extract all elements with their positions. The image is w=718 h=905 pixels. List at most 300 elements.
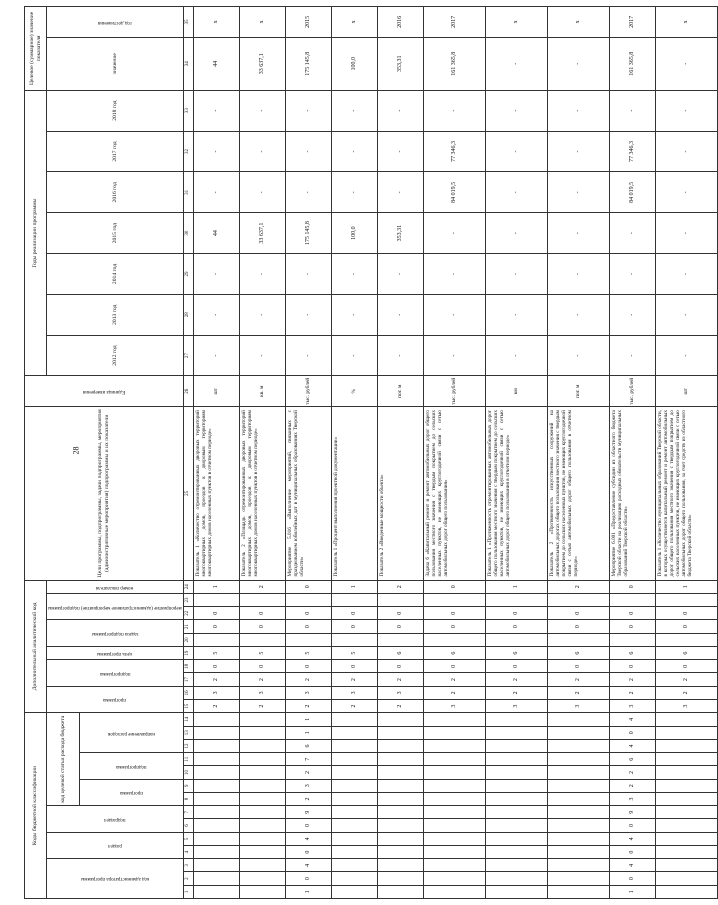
budget-code-cell: 3 [609, 792, 655, 805]
budget-code-cell: 2 [285, 792, 331, 805]
budget-code-cell: 4 [609, 713, 655, 726]
budget-code-cell [655, 819, 717, 832]
extra-code-cell: 0 [331, 607, 377, 620]
column-number: 5 [183, 832, 193, 845]
year-value-cell: 77 346,3 [609, 131, 655, 172]
column-number: 25 [183, 407, 193, 580]
budget-code-cell [547, 726, 609, 739]
extra-code-cell: 2 [547, 580, 609, 593]
budget-code-cell [423, 766, 485, 779]
column-number: 17 [183, 673, 193, 686]
table-row [285, 7, 331, 899]
extra-code-cell: 0 [193, 607, 239, 620]
column-number: 33 [183, 90, 193, 131]
budget-code-cell [239, 726, 285, 739]
budget-code-cell [485, 819, 547, 832]
budget-code-cell: 2 [285, 766, 331, 779]
column-number: 4 [183, 845, 193, 858]
extra-code-cell: 2 [609, 686, 655, 699]
column-number: 31 [183, 172, 193, 213]
column-number: 23 [183, 593, 193, 606]
budget-code-cell [239, 779, 285, 792]
year-value-cell: - [547, 254, 609, 295]
budget-code-cell [655, 806, 717, 819]
budget-code-cell: 0 [609, 872, 655, 885]
year-value-cell: - [609, 335, 655, 376]
goal-text-cell: Показатель 2 «Протяженность искусственных сооружений на автомобильных дорогах общего пользования местного значения с твердым покрытием до сельских населенных пунктов, не имеющих круглогодичной связи с сетью автомобильных дорог общего пользования в отчетном периоде» [547, 407, 609, 580]
extra-code-cell: 0 [285, 580, 331, 593]
year-value-cell: - [377, 335, 423, 376]
budget-code-cell [331, 726, 377, 739]
column-number: 27 [183, 335, 193, 376]
budget-code-cell [485, 806, 547, 819]
budget-code-cell [655, 792, 717, 805]
extra-code-cell: 0 [239, 660, 285, 673]
budget-code-cell [655, 859, 717, 872]
column-number: 29 [183, 254, 193, 295]
extra-code-cell: 3 [377, 686, 423, 699]
budget-code-cell: 4 [285, 832, 331, 845]
extra-code-cell: 2 [423, 686, 485, 699]
goal-text-cell: Показатель 1 «Процент выполнения проектной документации» [331, 407, 377, 580]
extra-activity-header: мероприятие (административное мероприятие) подпрограммы [47, 593, 184, 620]
budget-code-cell [377, 832, 423, 845]
budget-code-cell [485, 832, 547, 845]
extra-code-cell: 6 [547, 646, 609, 659]
year-value-cell: - [331, 294, 377, 335]
extra-code-cell: 0 [609, 607, 655, 620]
extra-code-cell [331, 633, 377, 646]
target-year-cell: х [193, 7, 239, 38]
budget-code-cell [547, 845, 609, 858]
year-value-cell: - [285, 172, 331, 213]
budget-code-cell [485, 713, 547, 726]
budget-code-cell [377, 792, 423, 805]
budget-code-cell [193, 726, 239, 739]
extra-code-cell: 2 [547, 673, 609, 686]
budget-code-cell [193, 713, 239, 726]
year-value-cell: - [377, 172, 423, 213]
extra-code-cell: 3 [609, 700, 655, 713]
extra-code-cell: 6 [377, 646, 423, 659]
budget-code-cell [485, 779, 547, 792]
column-number: 22 [183, 607, 193, 620]
budget-code-cell: 6 [285, 739, 331, 752]
extra-code-cell: 0 [423, 607, 485, 620]
extra-code-cell: 0 [485, 607, 547, 620]
year-value-cell: - [377, 90, 423, 131]
budget-code-cell [655, 885, 717, 898]
extra-code-cell: 3 [285, 686, 331, 699]
column-number: 12 [183, 739, 193, 752]
extra-code-cell: 0 [423, 580, 485, 593]
budget-code-cell [331, 779, 377, 792]
extra-code-cell: 5 [193, 646, 239, 659]
budget-code-cell [547, 792, 609, 805]
budget-code-cell [655, 739, 717, 752]
unit-cell: пог. м [547, 376, 609, 407]
extra-code-cell: 2 [609, 673, 655, 686]
extra-code-cell [655, 633, 717, 646]
budget-code-cell [423, 713, 485, 726]
budget-code-cell [423, 726, 485, 739]
budget-code-cell [331, 859, 377, 872]
extra-code-cell: 0 [331, 660, 377, 673]
budget-code-cell [547, 739, 609, 752]
budget-code-cell [331, 885, 377, 898]
budget-code-cell [423, 779, 485, 792]
budget-code-cell [655, 713, 717, 726]
goal-text-cell: Показатель 1 «Протяженность отремонтированных автомобильных дорог общего пользования местного значения с твердым покрытием до сельских населенных пунктов, не имеющих круглогодичной связи с сетью автомобильных дорог общего пользования в отчетном периоде» [485, 407, 547, 580]
budget-code-cell [239, 832, 285, 845]
goal-text-cell: Мероприятие 5.016 «Выполнение мероприятий, связанных с празднованием юбилейных дат в муниципальных образованиях Тверской области» [285, 407, 331, 580]
year-value-cell: 44 [193, 213, 239, 254]
extra-code-cell [239, 593, 285, 606]
budget-code-cell [193, 819, 239, 832]
budget-code-cell [655, 766, 717, 779]
extra-code-cell: 2 [331, 700, 377, 713]
budget-code-cell [193, 806, 239, 819]
budget-code-cell: 4 [609, 832, 655, 845]
budget-code-cell [193, 832, 239, 845]
extra-code-cell: 0 [377, 607, 423, 620]
extra-code-cell [547, 633, 609, 646]
goal-text-cell: Показатель 1 «Количество отремонтированных дворовых территорий многоквартирных домов, проездов к дворовым территориям многоквартирных домов населенных пунктов в отчетном периоде» [193, 407, 239, 580]
target-value-cell: - [547, 37, 609, 90]
year-value-cell: - [485, 213, 547, 254]
budget-code-cell [193, 872, 239, 885]
year-value-cell: - [655, 335, 717, 376]
unit-cell: шт [193, 376, 239, 407]
budget-code-cell [423, 859, 485, 872]
year-value-cell: - [193, 172, 239, 213]
column-number: 24 [183, 580, 193, 593]
extra-code-cell [377, 593, 423, 606]
extra-code-cell [193, 633, 239, 646]
budget-code-cell [377, 713, 423, 726]
budget-code-cell [331, 766, 377, 779]
extra-code-cell [423, 633, 485, 646]
extra-code-cell [285, 633, 331, 646]
column-number: 21 [183, 620, 193, 633]
budget-code-cell [423, 872, 485, 885]
year-header-2013: 2013 год [47, 294, 184, 335]
year-value-cell: - [239, 131, 285, 172]
budget-code-cell [547, 885, 609, 898]
extra-code-cell: 0 [377, 620, 423, 633]
extra-code-cell: 2 [377, 673, 423, 686]
target-year-cell: х [547, 7, 609, 38]
year-value-cell: - [655, 90, 717, 131]
budget-code-cell [239, 739, 285, 752]
budget-code-cell: 4 [285, 859, 331, 872]
target-value-cell: 161 365,8 [423, 37, 485, 90]
extra-code-cell: 2 [485, 673, 547, 686]
program-code-header: программа [79, 779, 183, 806]
column-number: 2 [183, 872, 193, 885]
extra-code-cell: 6 [609, 646, 655, 659]
year-value-cell: - [485, 90, 547, 131]
extra-code-cell: 0 [655, 607, 717, 620]
extra-code-cell: 1 [331, 580, 377, 593]
year-value-cell: - [609, 254, 655, 295]
year-header-2012: 2012 год [47, 335, 184, 376]
extra-code-cell: 0 [285, 660, 331, 673]
year-value-cell: - [485, 335, 547, 376]
year-value-cell: - [655, 294, 717, 335]
budget-code-cell [239, 859, 285, 872]
budget-code-cell [331, 713, 377, 726]
extra-program-header: программа [47, 686, 184, 713]
target-year-cell: х [485, 7, 547, 38]
extra-code-cell: 1 [485, 580, 547, 593]
budget-code-cell: 7 [285, 753, 331, 766]
year-value-cell: - [239, 254, 285, 295]
year-value-cell: - [609, 90, 655, 131]
column-number: 30 [183, 213, 193, 254]
budget-code-cell [377, 753, 423, 766]
budget-code-cell [377, 859, 423, 872]
extra-code-cell: 0 [485, 620, 547, 633]
column-number: 8 [183, 792, 193, 805]
year-value-cell: - [609, 294, 655, 335]
budget-code-cell: 0 [609, 819, 655, 832]
table-row [485, 7, 547, 899]
budget-code-cell [547, 859, 609, 872]
budget-code-cell [239, 753, 285, 766]
year-value-cell: - [423, 294, 485, 335]
year-value-cell: - [485, 131, 547, 172]
year-value-cell: - [239, 90, 285, 131]
budget-code-cell [423, 885, 485, 898]
budget-code-cell [239, 806, 285, 819]
target-value-cell: - [485, 37, 547, 90]
table-row [609, 7, 655, 899]
target-year-cell: 2017 [423, 7, 485, 38]
year-value-cell: - [239, 172, 285, 213]
extra-code-cell [239, 633, 285, 646]
budget-code-cell: 2 [609, 779, 655, 792]
year-value-cell: - [547, 213, 609, 254]
table-row [547, 7, 609, 899]
budget-code-cell [655, 726, 717, 739]
column-number: 13 [183, 726, 193, 739]
budget-code-cell [331, 806, 377, 819]
budget-code-cell [485, 792, 547, 805]
extra-code-cell [193, 593, 239, 606]
extra-code-cell: 5 [285, 646, 331, 659]
budget-code-cell [655, 845, 717, 858]
year-value-cell: - [423, 90, 485, 131]
year-value-cell: - [547, 335, 609, 376]
budget-code-cell: 9 [609, 806, 655, 819]
budget-code-cell [193, 859, 239, 872]
extra-code-cell: 0 [239, 620, 285, 633]
extra-code-cell: 2 [193, 700, 239, 713]
admin-code-header: код администратора программы [47, 859, 184, 899]
budget-code-cell: 4 [609, 739, 655, 752]
subsection-header: подраздел [47, 806, 184, 833]
goal-text-cell: Задача 6 «Капитальный ремонт и ремонт автомобильных дорог общего пользования местного значения с твердым покрытием до сельских населенных пунктов, не имеющих круглогодичной связи с сетью автомобильных дорог общего пользования» [423, 407, 485, 580]
year-value-cell: - [331, 90, 377, 131]
budget-code-cell: 3 [285, 779, 331, 792]
year-value-cell: - [547, 131, 609, 172]
column-number: 14 [183, 713, 193, 726]
extra-code-cell: 3 [331, 686, 377, 699]
year-header-2015: 2015 год [47, 213, 184, 254]
extra-code-cell: 3 [547, 700, 609, 713]
year-value-cell: 353,31 [377, 213, 423, 254]
budget-code-cell [485, 726, 547, 739]
extra-code-cell: 2 [239, 580, 285, 593]
target-value-cell: 175 145,8 [285, 37, 331, 90]
budget-code-cell [193, 779, 239, 792]
budget-code-cell [239, 766, 285, 779]
year-value-cell: - [423, 254, 485, 295]
budget-code-cell [485, 845, 547, 858]
year-value-cell: - [547, 294, 609, 335]
budget-code-cell: 1 [285, 885, 331, 898]
year-value-cell: - [285, 254, 331, 295]
budget-code-cell [423, 806, 485, 819]
year-value-cell: - [423, 213, 485, 254]
extra-task-header: задача подпрограммы [47, 620, 184, 647]
budget-code-cell [239, 845, 285, 858]
extra-code-cell: 6 [655, 646, 717, 659]
budget-code-cell [655, 832, 717, 845]
extra-code-cell: 3 [485, 700, 547, 713]
budget-code-cell: 6 [609, 753, 655, 766]
budget-code-cell [331, 792, 377, 805]
extra-code-cell: 0 [609, 580, 655, 593]
extra-code-cell [609, 633, 655, 646]
extra-code-cell: 0 [547, 660, 609, 673]
extra-code-cell [485, 633, 547, 646]
year-value-cell: 77 346,3 [423, 131, 485, 172]
year-header-2016: 2016 год [47, 172, 184, 213]
column-number: 16 [183, 686, 193, 699]
year-value-cell: - [547, 90, 609, 131]
budget-code-cell [423, 753, 485, 766]
year-value-cell: - [285, 335, 331, 376]
extra-code-cell: 0 [193, 660, 239, 673]
column-number: 1 [183, 885, 193, 898]
budget-code-cell [331, 739, 377, 752]
goal-column-header: Цели программы, подпрограммы, задачи подпрограммы, мероприятия (административные мероприятия) подпрограммы и их показатели [25, 407, 184, 580]
extra-code-cell: 3 [423, 700, 485, 713]
year-value-cell: - [377, 254, 423, 295]
column-number: 15 [183, 700, 193, 713]
target-year-cell: х [655, 7, 717, 38]
extra-code-cell [377, 633, 423, 646]
extra-code-cell: 1 [193, 580, 239, 593]
column-number: 35 [183, 7, 193, 38]
budget-code-cell [423, 819, 485, 832]
extra-code-cell: 2 [239, 700, 285, 713]
unit-cell: тыс. рублей [285, 376, 331, 407]
extra-code-cell [547, 593, 609, 606]
budget-code-cell [485, 859, 547, 872]
budget-code-cell [547, 713, 609, 726]
extra-code-cell: 2 [547, 686, 609, 699]
target-value-cell: 353,31 [377, 37, 423, 90]
year-value-cell: - [285, 131, 331, 172]
budget-code-cell [377, 819, 423, 832]
budget-code-cell [423, 792, 485, 805]
goal-text-cell: Показатель 1 «Количество муниципальных образований Тверской области, в которых осуществляется капитальный ремонт и ремонт автомобильных дорог общего пользования местного значения с твердым покрытием до сельских населенных пунктов, не имеющих круглогодичной связи с сетью автомобильных дорог общего пользования, за счет средств из областного бюджета Тверской области» [655, 407, 717, 580]
article-group-header: код целевой статьи расхода бюджета [47, 713, 80, 806]
column-number: 10 [183, 766, 193, 779]
goal-text-cell: Мероприятие 6.001 «Предоставление субсидии из областного бюджета Тверской области на реализацию расходных обязательств муниципальных образований Тверской области» [609, 407, 655, 580]
year-value-cell: - [193, 131, 239, 172]
budget-code-cell [239, 885, 285, 898]
extra-code-cell [285, 593, 331, 606]
extra-code-cell: 3 [655, 700, 717, 713]
table-row [193, 7, 239, 899]
column-number: 9 [183, 779, 193, 792]
budget-code-cell [377, 726, 423, 739]
year-value-cell: - [193, 335, 239, 376]
unit-cell: км [485, 376, 547, 407]
year-value-cell: - [485, 294, 547, 335]
budget-code-cell [655, 753, 717, 766]
target-year-cell: 2015 [285, 7, 331, 38]
target-value-header: значение [47, 37, 184, 90]
year-value-cell: - [285, 294, 331, 335]
column-number: 20 [183, 633, 193, 646]
budget-code-cell [239, 872, 285, 885]
extra-code-cell [423, 593, 485, 606]
budget-code-cell [655, 779, 717, 792]
budget-code-cell [547, 819, 609, 832]
year-value-cell: 33 637,1 [239, 213, 285, 254]
budget-code-cell [239, 713, 285, 726]
extra-code-cell: 1 [655, 580, 717, 593]
budget-code-cell [377, 779, 423, 792]
extra-code-cell: 0 [485, 660, 547, 673]
column-number: 6 [183, 819, 193, 832]
year-value-cell: - [423, 335, 485, 376]
year-header-2014: 2014 год [47, 254, 184, 295]
budget-code-cell [193, 792, 239, 805]
target-value-cell: 161 365,8 [609, 37, 655, 90]
extra-code-cell: 6 [423, 646, 485, 659]
column-number: 32 [183, 131, 193, 172]
extra-code-cell: 3 [239, 686, 285, 699]
extra-code-cell: 0 [609, 660, 655, 673]
extra-code-cell: 0 [193, 620, 239, 633]
program-table [24, 6, 718, 899]
year-value-cell: - [377, 294, 423, 335]
goal-text-cell: Показатель 2 «Площадь отремонтированных дворовых территорий многоквартирных домов, проездов к дворовым территориям многоквартирных домов населенных пунктов в отчетном периоде» [239, 407, 285, 580]
target-year-cell: 2016 [377, 7, 423, 38]
table-row [239, 7, 285, 899]
extra-code-cell: 2 [655, 686, 717, 699]
extra-code-cell: 0 [285, 620, 331, 633]
unit-cell: тыс. рублей [609, 376, 655, 407]
budget-code-cell [377, 872, 423, 885]
column-number: 26 [183, 376, 193, 407]
extra-code-cell: 2 [423, 673, 485, 686]
year-value-cell: - [609, 213, 655, 254]
extra-code-cell: 0 [423, 660, 485, 673]
extra-code-cell: 0 [377, 660, 423, 673]
budget-code-cell [547, 806, 609, 819]
year-value-cell: - [331, 254, 377, 295]
budget-code-cell: 1 [285, 726, 331, 739]
budget-code-cell [193, 753, 239, 766]
target-value-cell: - [655, 37, 717, 90]
